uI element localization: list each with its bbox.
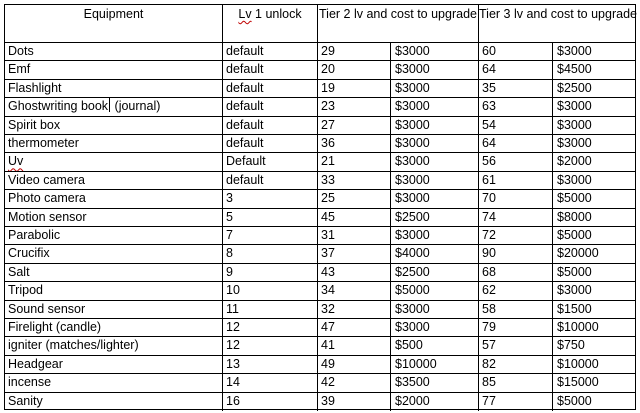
header-tier3[interactable] xyxy=(479,5,637,42)
tier3-level-cell[interactable]: 62 xyxy=(479,282,553,299)
tier3-level-cell[interactable]: 70 xyxy=(479,190,553,207)
table-row xyxy=(5,282,635,300)
tier3-level-cell[interactable]: 90 xyxy=(479,245,553,262)
equipment-cell[interactable]: Photo camera xyxy=(5,190,223,207)
tier3-level-cell[interactable]: 54 xyxy=(479,117,553,134)
tier2-level-cell[interactable]: 34 xyxy=(318,282,391,299)
table-row xyxy=(5,393,635,411)
unlock-cell[interactable]: 12 xyxy=(223,319,318,336)
tier3-cost-cell[interactable]: $3000 xyxy=(557,136,592,150)
table-row xyxy=(5,209,635,227)
unlock-cell[interactable]: default xyxy=(223,43,318,60)
table-row xyxy=(5,374,635,392)
tier3-level-cell[interactable]: 60 xyxy=(479,43,553,60)
tier3-cost-cell[interactable]: $10000 xyxy=(557,356,599,371)
table-row xyxy=(5,153,635,171)
unlock-cell[interactable]: default xyxy=(223,117,318,134)
unlock-cell[interactable]: 12 xyxy=(223,337,318,354)
equipment-cell[interactable] xyxy=(5,98,223,115)
tier3-level-cell[interactable]: 85 xyxy=(479,374,553,391)
tier2-level-cell[interactable]: 43 xyxy=(318,264,391,281)
tier3-level-cell[interactable]: 77 xyxy=(479,393,553,411)
tier2-cost-cell[interactable]: $3500 xyxy=(391,374,479,391)
equipment-name-part: Ghostwriting book xyxy=(8,99,109,114)
tier3-level-cell[interactable]: 72 xyxy=(479,227,553,244)
header-equipment[interactable] xyxy=(5,5,223,42)
tier2-level-cell[interactable]: 36 xyxy=(318,135,391,152)
equipment-cell[interactable] xyxy=(5,153,223,170)
table-row xyxy=(5,172,635,190)
tier3-cost-cell[interactable]: $2500 xyxy=(557,80,592,95)
table-row xyxy=(5,190,635,208)
tier3-cost-cell[interactable]: $10000 xyxy=(557,320,599,334)
tier3-level-cell[interactable]: 61 xyxy=(479,172,553,189)
tier3-level-cell[interactable]: 64 xyxy=(479,61,553,78)
tier2-level-cell[interactable]: 42 xyxy=(318,374,391,391)
tier3-level-cell[interactable]: 64 xyxy=(479,135,553,152)
header-unlock-prefix: Lv xyxy=(238,7,252,21)
tier3-cost-cell[interactable]: $1500 xyxy=(557,301,592,316)
tier2-cost-cell[interactable]: $2000 xyxy=(391,393,479,411)
tier3-level-cell[interactable]: 74 xyxy=(479,209,553,226)
equipment-cell[interactable]: Spirit box xyxy=(5,117,223,134)
tier2-level-cell[interactable]: 19 xyxy=(318,80,391,97)
table-row xyxy=(5,80,635,98)
equipment-cell[interactable]: Sound sensor xyxy=(5,301,223,318)
tier3-cost-cell[interactable]: $5000 xyxy=(557,228,592,242)
unlock-cell[interactable]: default xyxy=(223,172,318,189)
unlock-cell[interactable]: 16 xyxy=(223,393,318,411)
tier3-level-cell[interactable]: 57 xyxy=(479,337,553,354)
equipment-cell[interactable]: Flashlight xyxy=(5,80,223,97)
equipment-cell[interactable]: Emf xyxy=(5,61,223,78)
tier3-level-cell[interactable]: 35 xyxy=(479,80,553,97)
table-row xyxy=(5,245,635,263)
tier3-cost-cell[interactable]: $3000 xyxy=(557,172,592,187)
tier2-level-cell[interactable]: 45 xyxy=(318,209,391,226)
tier3-cost-cell[interactable]: $3000 xyxy=(557,117,592,132)
tier2-cost-cell[interactable]: $3000 xyxy=(391,319,479,336)
table-row xyxy=(5,135,635,153)
table-row xyxy=(5,117,635,135)
tier2-level-cell[interactable]: 33 xyxy=(318,172,391,189)
tier2-cost-cell[interactable]: $2500 xyxy=(391,209,479,226)
unlock-cell[interactable]: 10 xyxy=(223,282,318,299)
tier2-cost-cell[interactable]: $2500 xyxy=(391,264,479,281)
tier3-cost-cell[interactable]: $20000 xyxy=(557,246,599,261)
equipment-cell[interactable]: thermometer xyxy=(5,135,223,152)
tier3-level-cell[interactable]: 63 xyxy=(479,98,553,115)
tier2-level-cell[interactable]: 32 xyxy=(318,301,391,318)
equipment-cell[interactable]: Crucifix xyxy=(5,245,223,262)
tier2-level-cell[interactable]: 29 xyxy=(318,43,391,60)
header-unlock-suffix: 1 unlock xyxy=(251,7,302,21)
tier3-cost-cell[interactable]: $3000 xyxy=(557,283,592,298)
header-unlock[interactable] xyxy=(223,5,318,42)
tier3-cost-cell[interactable]: $5000 xyxy=(557,264,592,279)
unlock-cell[interactable]: 9 xyxy=(223,264,318,281)
unlock-cell[interactable]: 13 xyxy=(223,356,318,373)
header-tier2-label: Tier 2 lv and cost to upgrade xyxy=(319,7,477,21)
tier2-cost-cell[interactable]: $3000 xyxy=(391,301,479,318)
tier3-level-cell[interactable]: 68 xyxy=(479,264,553,281)
tier3-level-cell[interactable]: 82 xyxy=(479,356,553,373)
tier2-level-cell[interactable]: 23 xyxy=(318,98,391,115)
tier2-cost-cell[interactable]: $3000 xyxy=(391,227,479,244)
equipment-cell[interactable]: incense xyxy=(5,374,223,391)
equipment-cell[interactable]: Dots xyxy=(5,43,223,60)
equipment-cell[interactable]: Video camera xyxy=(5,172,223,189)
tier3-cost-cell[interactable]: $2000 xyxy=(557,154,592,169)
tier3-cost-cell[interactable]: $750 xyxy=(557,338,585,353)
tier2-cost-cell[interactable]: $3000 xyxy=(391,43,479,60)
tier2-cost-cell[interactable]: $3000 xyxy=(391,153,479,170)
equipment-name-part: (journal) xyxy=(111,99,161,114)
tier2-level-cell[interactable]: 25 xyxy=(318,190,391,207)
tier2-cost-cell[interactable]: $3000 xyxy=(391,117,479,134)
unlock-cell[interactable]: 8 xyxy=(223,245,318,262)
unlock-cell[interactable]: 5 xyxy=(223,209,318,226)
tier2-cost-cell[interactable]: $3000 xyxy=(391,172,479,189)
header-equipment-label: Equipment xyxy=(83,7,144,21)
tier2-level-cell[interactable]: 49 xyxy=(318,356,391,373)
tier2-cost-cell[interactable]: $500 xyxy=(391,337,479,354)
equipment-cell[interactable]: Motion sensor xyxy=(5,209,223,226)
tier2-level-cell[interactable]: 31 xyxy=(318,227,391,244)
tier2-cost-cell[interactable]: $3000 xyxy=(391,80,479,97)
equipment-cell[interactable]: Firelight (candle) xyxy=(5,319,223,336)
unlock-cell[interactable]: default xyxy=(223,61,318,78)
tier2-cost-cell[interactable]: $3000 xyxy=(391,135,479,152)
unlock-cell[interactable]: 14 xyxy=(223,374,318,391)
table-row xyxy=(5,61,635,79)
unlock-cell[interactable]: default xyxy=(223,135,318,152)
unlock-cell[interactable]: 3 xyxy=(223,190,318,207)
unlock-cell[interactable]: Default xyxy=(223,153,318,170)
tier3-cost-cell[interactable]: $4500 xyxy=(557,62,592,77)
tier2-cost-cell[interactable]: $3000 xyxy=(391,190,479,207)
tier3-cost-cell[interactable]: $3000 xyxy=(557,99,592,114)
tier2-level-cell[interactable]: 20 xyxy=(318,61,391,78)
header-row xyxy=(5,5,635,43)
tier3-cost-cell[interactable]: $15000 xyxy=(557,375,599,390)
tier2-level-cell[interactable]: 39 xyxy=(318,393,391,411)
equipment-cell[interactable]: Tripod xyxy=(5,282,223,299)
tier3-level-cell[interactable]: 56 xyxy=(479,153,553,170)
equipment-cell[interactable]: Parabolic xyxy=(5,227,223,244)
table-row xyxy=(5,264,635,282)
equipment-cell[interactable]: Headgear xyxy=(5,356,223,373)
tier2-level-cell[interactable]: 41 xyxy=(318,337,391,354)
tier3-level-cell[interactable]: 58 xyxy=(479,301,553,318)
unlock-cell[interactable]: 11 xyxy=(223,301,318,318)
table-row xyxy=(5,98,635,116)
equipment-cell[interactable]: Salt xyxy=(5,264,223,281)
header-tier3-label: Tier 3 lv and cost to upgrade xyxy=(479,7,637,21)
tier2-cost-cell[interactable]: $10000 xyxy=(391,356,479,373)
table-row xyxy=(5,337,635,355)
tier2-cost-cell[interactable]: $5000 xyxy=(391,282,479,299)
equipment-cell[interactable]: Sanity xyxy=(5,393,223,411)
tier2-cost-cell[interactable]: $4000 xyxy=(391,245,479,262)
equipment-cell[interactable]: igniter (matches/lighter) xyxy=(5,337,223,354)
unlock-cell[interactable]: default xyxy=(223,80,318,97)
table-row xyxy=(5,43,635,61)
text-cursor xyxy=(109,98,110,112)
table-row xyxy=(5,319,635,337)
tier3-cost-cell[interactable]: $5000 xyxy=(557,191,592,206)
header-tier2[interactable] xyxy=(318,5,479,42)
tier2-level-cell[interactable]: 21 xyxy=(318,153,391,170)
tier3-cost-cell[interactable]: $5000 xyxy=(557,393,592,408)
unlock-cell[interactable]: default xyxy=(223,98,318,115)
table-row xyxy=(5,301,635,319)
tier2-level-cell[interactable]: 37 xyxy=(318,245,391,262)
tier3-level-cell[interactable]: 79 xyxy=(479,319,553,336)
equipment-name: Uv xyxy=(8,154,24,169)
tier2-level-cell[interactable]: 27 xyxy=(318,117,391,134)
unlock-cell[interactable]: 7 xyxy=(223,227,318,244)
table-row xyxy=(5,227,635,245)
tier2-cost-cell[interactable]: $3000 xyxy=(391,98,479,115)
equipment-table xyxy=(4,4,636,410)
table-row xyxy=(5,356,635,374)
tier3-cost-cell[interactable]: $3000 xyxy=(557,44,592,58)
tier2-cost-cell[interactable]: $3000 xyxy=(391,61,479,78)
tier2-level-cell[interactable]: 47 xyxy=(318,319,391,336)
tier3-cost-cell[interactable]: $8000 xyxy=(557,209,592,224)
